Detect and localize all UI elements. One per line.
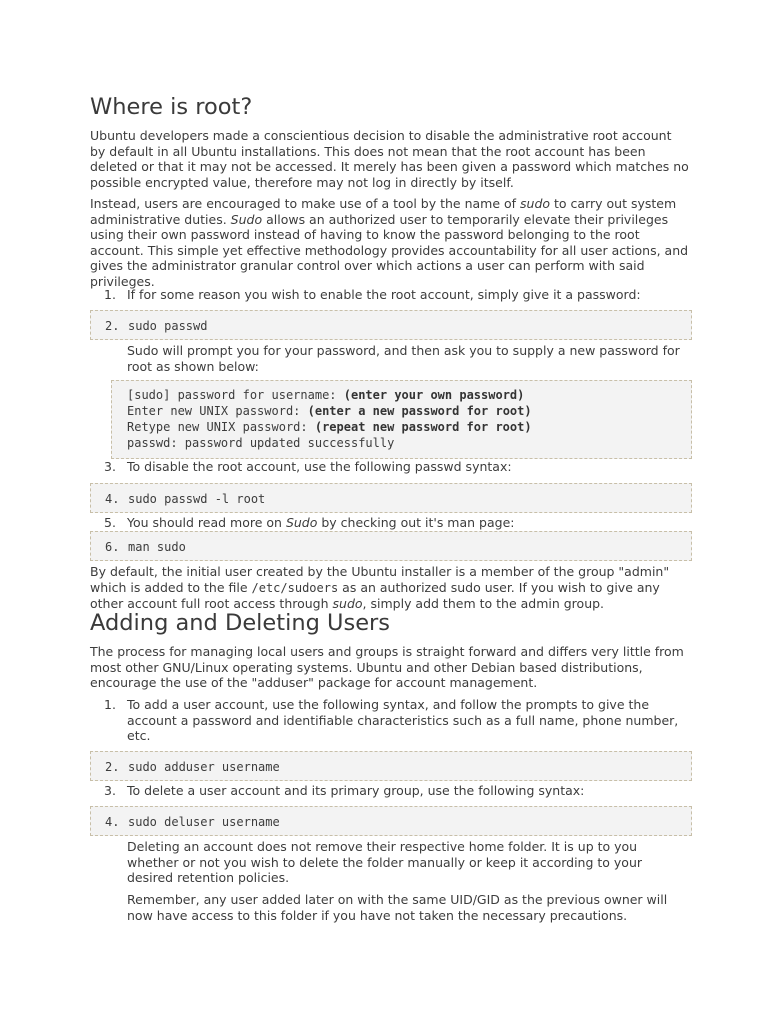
code-line: 2. sudo adduser username (90, 751, 692, 781)
code-line: 2. sudo passwd (90, 310, 692, 340)
code-line: 4. sudo deluser username (90, 806, 692, 836)
code-line: 4. sudo passwd -l root (90, 483, 692, 513)
list-item: 3. To delete a user account and its primary group, use the following syntax: (104, 783, 585, 798)
paragraph-sudo: Instead, users are encouraged to make use of a tool by the name of sudo to carry out system administrative duties. Sudo allows an authorized user to temporarily elevate their privileges using their own password instead of having to know the password belonging to the root account. This simple yet effective methodology provides accountability for all user actions, and gives the administrator granular control over which actions a user can perform with said privileges. (90, 196, 689, 289)
list-item: 5. You should read more on Sudo by checking out it's man page: (104, 515, 515, 530)
code-block-passwd: [sudo] password for username: (enter your own password) Enter new UNIX password: (enter a new password for root) Retype new UNIX password: (repeat new password for root) passwd: password updated successfully (111, 380, 692, 459)
section-title-where-is-root: Where is root? (90, 94, 253, 120)
list-item: 1. To add a user account, use the following syntax, and follow the prompts to give the account a password and identifiable characteristics such as a full name, phone number, etc. (104, 697, 679, 743)
code-line: 6. man sudo (90, 531, 692, 561)
paragraph-manage-users: The process for managing local users and groups is straight forward and differs very little from most other GNU/Linux operating systems. Ubuntu and other Debian based distributions, encourage the use of the "adduser" package for account management. (90, 644, 684, 690)
section-title-adding-deleting-users: Adding and Deleting Users (90, 610, 391, 636)
paragraph-intro: Ubuntu developers made a conscientious decision to disable the administrative root account by default in all Ubuntu installations. This does not mean that the root account has been deleted or that it may not be accessed. It merely has been given a password which matches no possible encrypted value, therefore may not log in directly by itself. (90, 128, 689, 190)
paragraph-admin-group: By default, the initial user created by the Ubuntu installer is a member of the group "admin" which is added to the file /etc/sudoers as an authorized sudo user. If you wish to give any other account full root access through sudo, simply add them to the admin group. (90, 564, 670, 611)
list-item: 1. If for some reason you wish to enable the root account, simply give it a password: (104, 287, 641, 302)
list-item: 3. To disable the root account, use the following passwd syntax: (104, 459, 512, 474)
note-uid-gid: Remember, any user added later on with the same UID/GID as the previous owner will now have access to this folder if you have not taken the necessary precautions. (127, 892, 668, 923)
note-home-folder: Deleting an account does not remove their respective home folder. It is up to you whether or not you wish to delete the folder manually or keep it according to your desired retention policies. (127, 839, 643, 885)
note-sudo-prompt: Sudo will prompt you for your password, and then ask you to supply a new password for root as shown below: (127, 343, 680, 374)
